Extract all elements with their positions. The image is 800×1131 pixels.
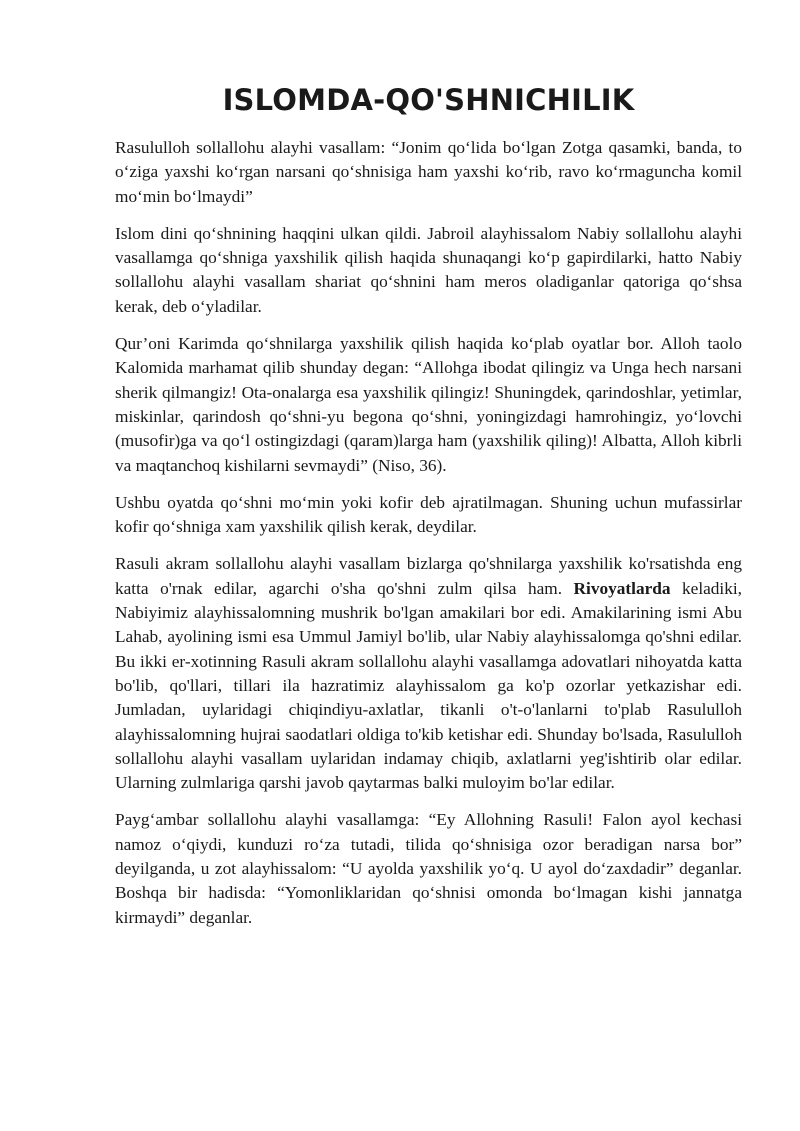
page-title: ISLOMDA-QO'SHNICHILIK	[222, 83, 635, 117]
paragraph-quran-verse: Qur’oni Karimda qo‘shnilarga yaxshilik qilish haqida ko‘plab oyatlar bor. Alloh taolo Kalomida marhamat qilib shunday degan: “Allohga ibodat qilingiz va Unga hech narsani sherik qilmangiz! Ota-onalarga esa yaxshilik qilingiz! Shuningdek, qarindoshlar, yetimlar, miskinlar, qarindosh qo‘shni-yu begona qo‘shni, yoningizdagi hamrohingiz, yo‘lovchi (musofir)ga va qo‘l ostingizdagi (qaram)larga ham (yaxshilik qiling)! Albatta, Alloh kibrli va maqtanchoq kishilarni sevmaydi” (Niso, 36).	[115, 334, 742, 475]
document-page	[115, 78, 742, 943]
paragraph-neighbor-rights: Islom dini qo‘shnining haqqini ulkan qildi. Jabroil alayhissalom Nabiy sollallohu alayhi vasallamga qo‘shniga yaxshilik qilish haqida shunaqangi ko‘p gapirdilarki, hatto Nabiy sollallohu alayhi vasallam shariat qo‘shnini ham meros oladiganlar qatoriga qo‘shsa kerak, deb o‘yladilar.	[115, 223, 742, 316]
paragraph-text-after: keladiki, Nabiyimiz alayhissalomning mushrik bo'lgan amakilari bor edi. Amakilarining ismi Abu Lahab, ayolining ismi esa Ummul Jamiyl bo'lib, ular Nabiy alayhissalomga qo'shni edilar. Bu ikki er-xotinning Rasuli akram sollallohu alayhi vasallamga adovatlari nihoyatda katta bo'lib, qo'llari, tillari ila hazratimiz alayhissalom ga ko'p ozorlar yetkazishar edi. Jumladan, uylaridagi chiqindiyu-axlatlar, tikanli o't-o'lanlarni to'plab Rasululloh alayhissalomning hujrai saodatlari oldiga to'kib ketishar edi. Shunday bo'lsada, Rasululloh sollallohu alayhi vasallam uylaridan indamay chiqib, axlatlarni yeg'ishtirib olar edilar. Ularning zulmlariga qarshi javob qaytarmas balki muloyim bo'lar edilar.	[115, 578, 742, 793]
paragraph-verse-commentary: Ushbu oyatda qo‘shni mo‘min yoki kofir deb ajratilmagan. Shuning uchun mufassirlar kofir qo‘shniga xam yaxshilik qilish kerak, deydilar.	[115, 492, 742, 537]
paragraph-prophet-example	[115, 552, 742, 795]
paragraph-hadith-closing: Payg‘ambar sollallohu alayhi vasallamga: “Ey Allohning Rasuli! Falon ayol kechasi namoz o‘qiydi, kunduzi ro‘za tutadi, tilida qo‘shnisiga ozor beradigan narsa bor” deyilganda, u zot alayhissalom: “U ayolda yaxshilik yo‘q. U ayol do‘zaxdadir” deganlar. Boshqa bir hadisda: “Yomonliklaridan qo‘shnisi omonda bo‘lmagan kishi jannatga kirmaydi” deganlar.	[115, 810, 742, 927]
paragraph-text-before: Rasuli akram sollallohu alayhi vasallam bizlarga qo'shnilarga yaxshilik ko'rsatishda eng katta o'rnak edilar, agarchi o'sha qo'shni zulm qilsa ham.	[115, 554, 742, 598]
paragraph-hadith-intro: Rasululloh sollallohu alayhi vasallam: “Jonim qo‘lida bo‘lgan Zotga qasamki, banda, to o‘ziga yaxshi ko‘rgan narsani qo‘shnisiga ham yaxshi ko‘rib, ravo ko‘rmaguncha komil mo‘min bo‘lmaydi”	[115, 138, 742, 206]
bold-term-rivoyatlarda: Rivoyatlarda	[573, 578, 671, 598]
